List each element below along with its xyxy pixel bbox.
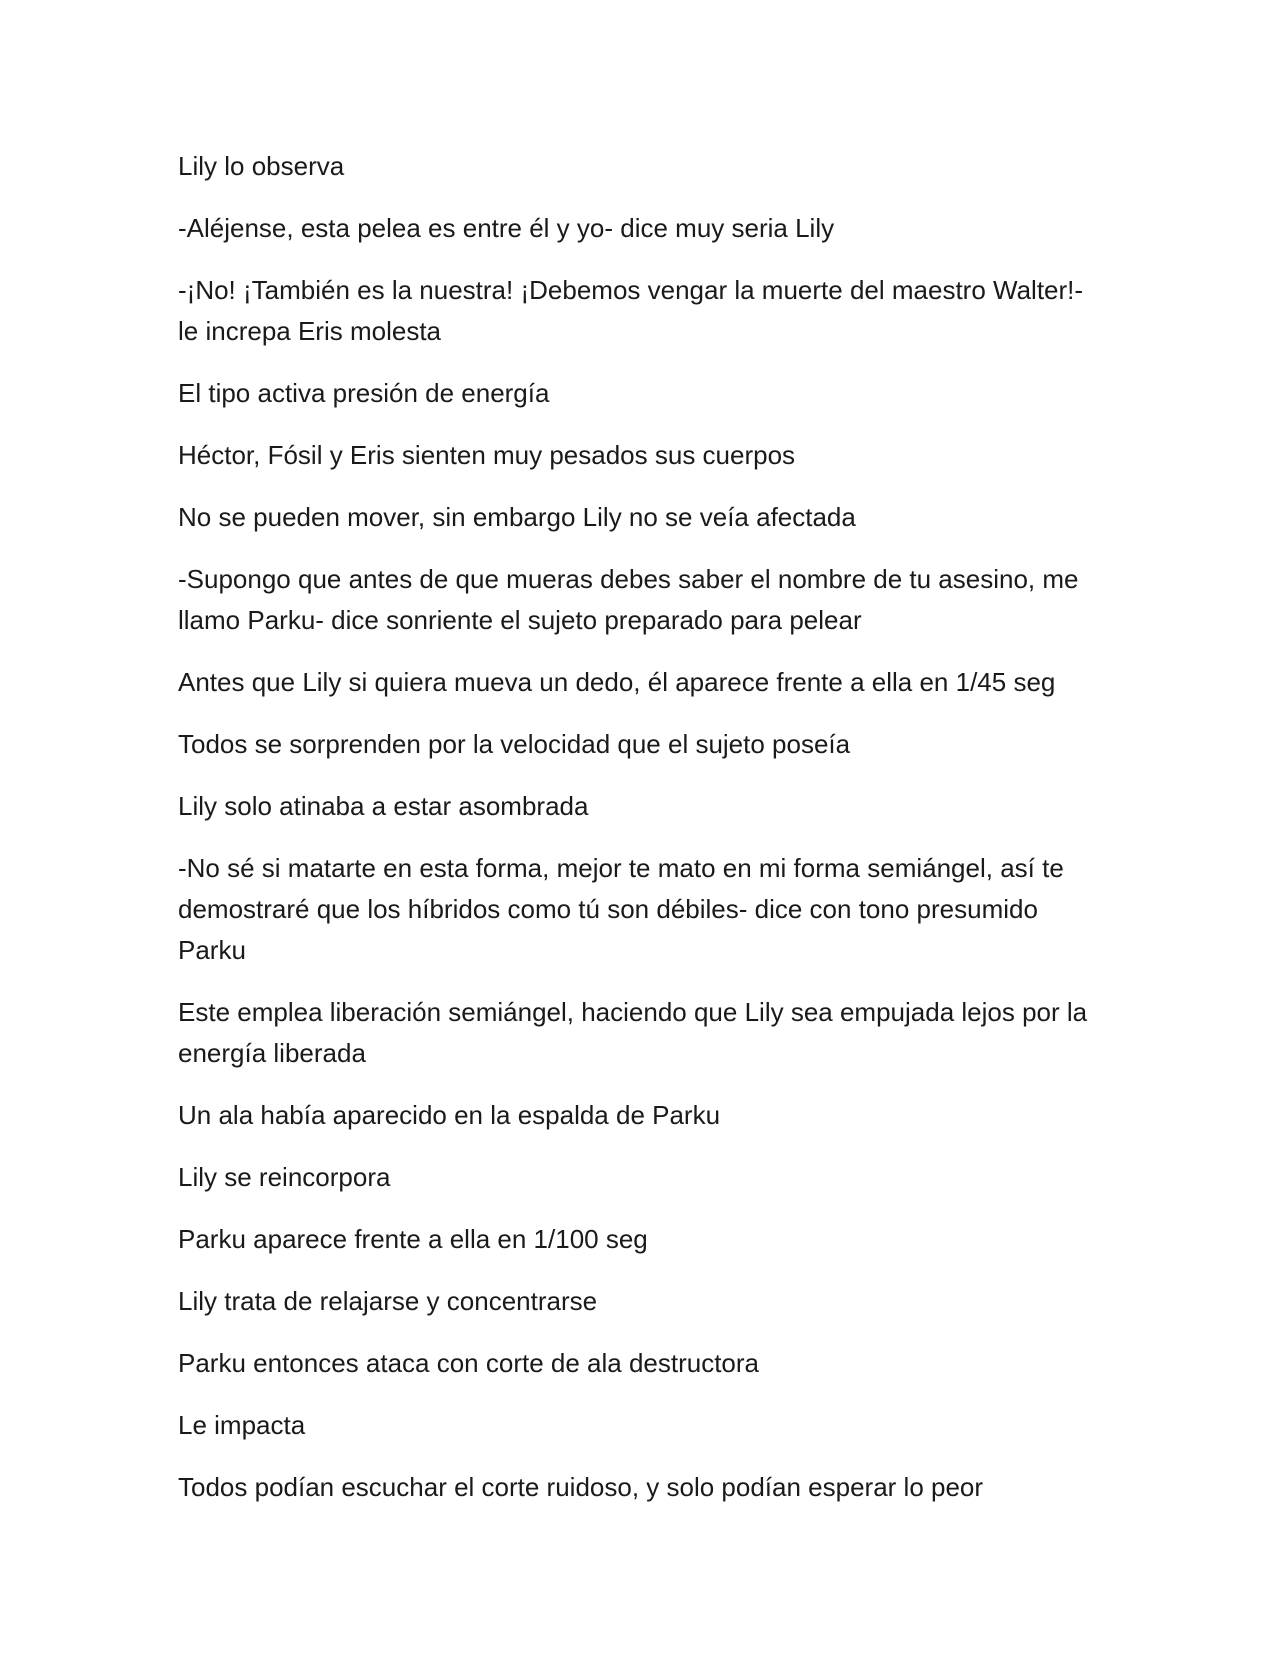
paragraph: Lily lo observa: [178, 151, 345, 181]
paragraph: No se pueden mover, sin embargo Lily no se veía afectada: [178, 502, 856, 532]
paragraph: Todos podían escuchar el corte ruidoso, y solo podían esperar lo peor: [178, 1472, 984, 1502]
paragraph: Antes que Lily si quiera mueva un dedo, él aparece frente a ella en 1/45 seg: [178, 667, 1056, 697]
paragraph: Este emplea liberación semiángel, haciendo que Lily sea empujada lejos por la energía liberada: [178, 997, 1088, 1068]
paragraph: Parku entonces ataca con corte de ala destructora: [178, 1348, 760, 1378]
paragraph: -No sé si matarte en esta forma, mejor te mato en mi forma semiángel, así te demostraré que los híbridos como tú son débiles- dice con tono presumido Parku: [178, 853, 1064, 965]
paragraph: -Aléjense, esta pelea es entre él y yo- dice muy seria Lily: [178, 213, 835, 243]
paragraph: Lily solo atinaba a estar asombrada: [178, 791, 589, 821]
paragraph: Todos se sorprenden por la velocidad que el sujeto poseía: [178, 729, 851, 759]
paragraph: Lily se reincorpora: [178, 1162, 391, 1192]
paragraph: -Supongo que antes de que mueras debes saber el nombre de tu asesino, me llamo Parku- dice sonriente el sujeto preparado para pelear: [178, 564, 1079, 635]
paragraph: Le impacta: [178, 1410, 306, 1440]
paragraph: Parku aparece frente a ella en 1/100 seg: [178, 1224, 648, 1254]
paragraph: Un ala había aparecido en la espalda de Parku: [178, 1100, 721, 1130]
paragraph: Lily trata de relajarse y concentrarse: [178, 1286, 598, 1316]
paragraph: -¡No! ¡También es la nuestra! ¡Debemos vengar la muerte del maestro Walter!- le increpa Eris molesta: [178, 275, 1084, 346]
paragraph: Héctor, Fósil y Eris sienten muy pesados sus cuerpos: [178, 440, 796, 470]
document-body: [178, 146, 1108, 1529]
paragraph: El tipo activa presión de energía: [178, 378, 550, 408]
